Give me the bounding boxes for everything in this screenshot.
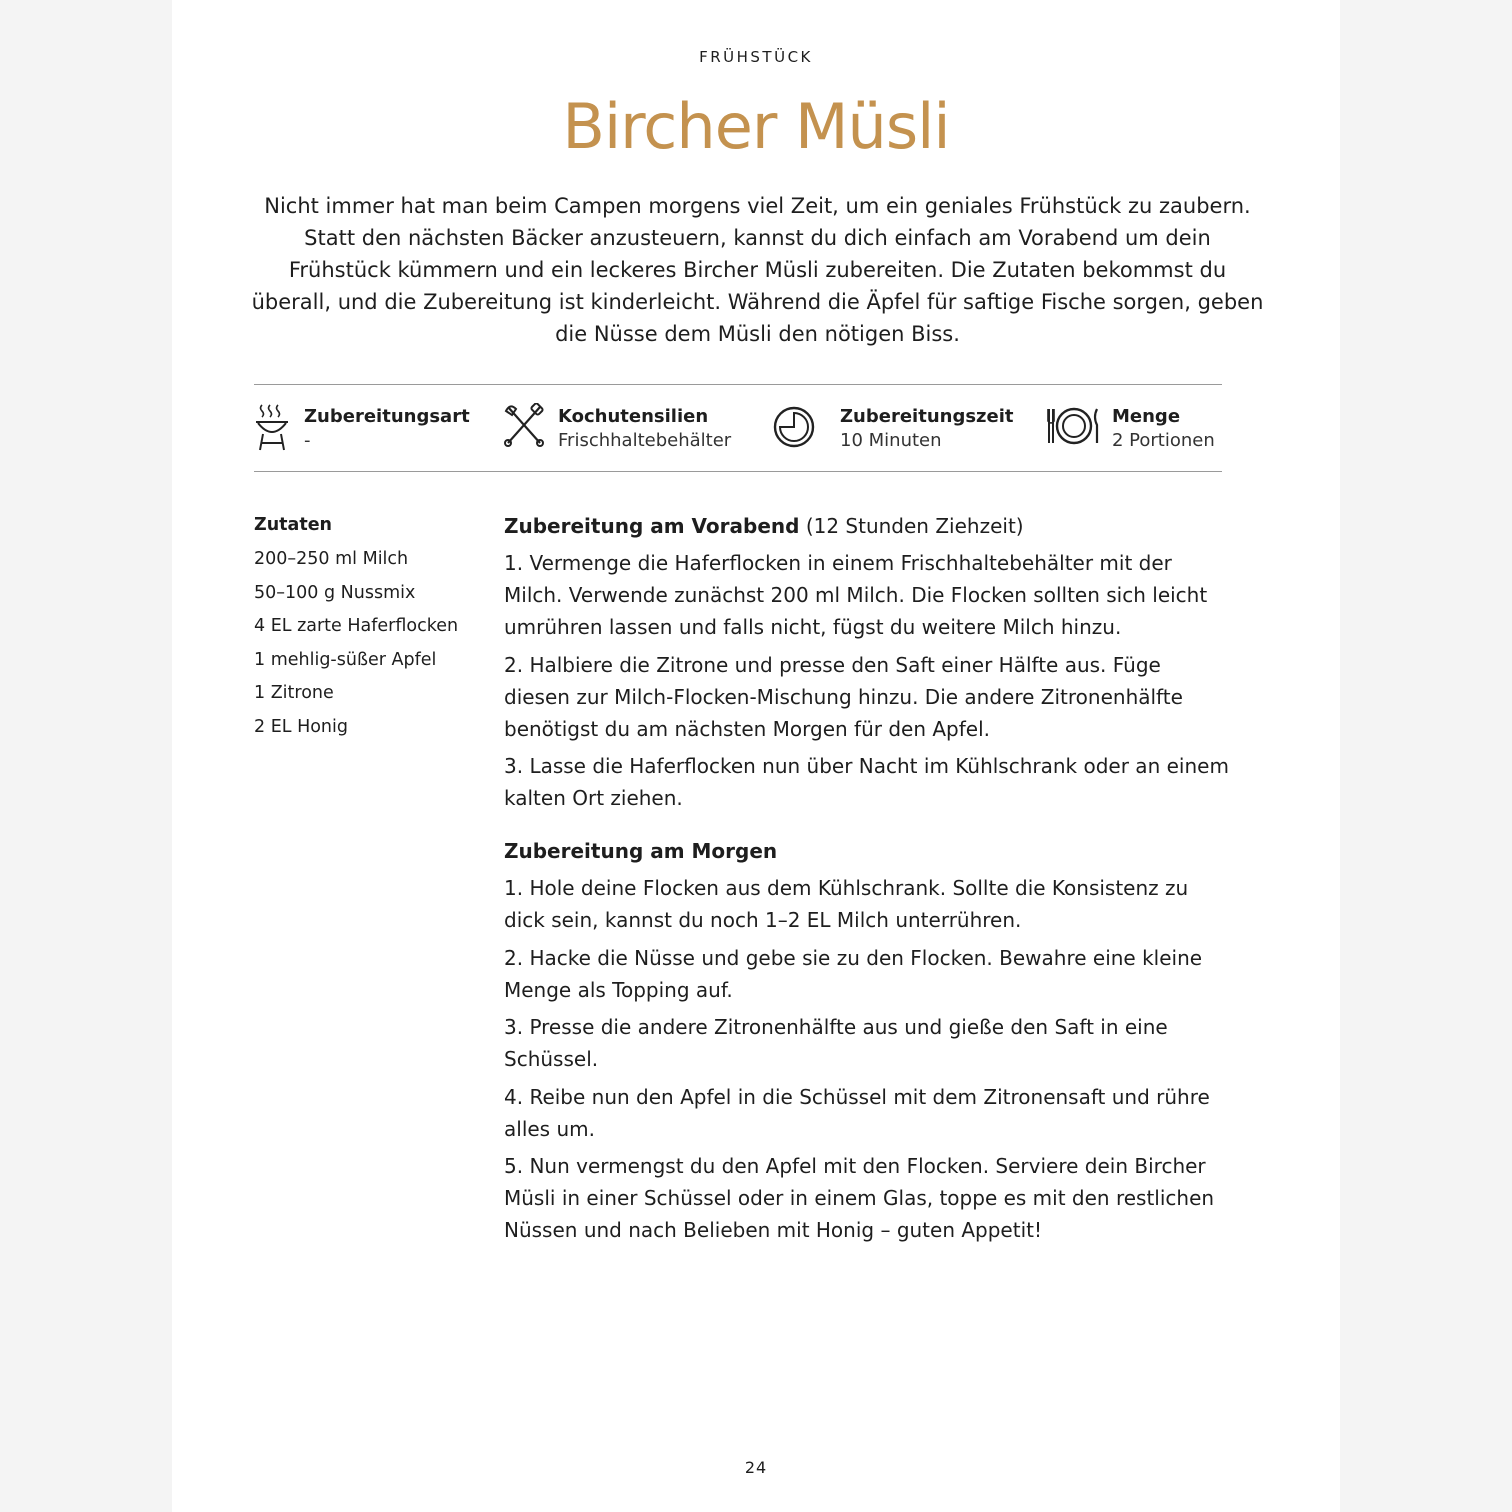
evening-heading-note: (12 Stunden Ziehzeit) [805, 514, 1024, 538]
ingredients-list [254, 546, 494, 740]
list-item: 1 mehlig-süßer Apfel [254, 649, 437, 670]
morning-step: 3. Presse die andere Zitronenhälfte aus und gieße den Saft in eine Schüssel. [504, 1015, 1168, 1071]
list-item: 50–100 g Nussmix [254, 582, 416, 603]
ingredients-section [254, 512, 494, 748]
recipe-intro: Nicht immer hat man beim Campen morgens viel Zeit, um ein geniales Frühstück zu zaubern. Statt den nächsten Bäcker anzusteuern, kannst du dich einfach am Vorabend um dein Frühstück kümmern und ein leckeres Bircher Müsli zubereiten. Die Zutaten bekommst du überall, und die Zubereitung ist kinderleicht. Während die Äpfel für saftige Fische sorgen, geben die Nüsse dem Müsli den nötigen Biss. [251, 194, 1264, 346]
recipe-info-bar [254, 384, 1222, 472]
info-servings [1046, 403, 1222, 455]
morning-step: 2. Hacke die Nüsse und gebe sie zu den Flocken. Bewahre eine kleine Menge als Topping auf. [504, 945, 1203, 1002]
grill-icon [254, 403, 290, 453]
info-preparation-type [254, 403, 484, 455]
info-label: Zubereitungszeit [840, 406, 1014, 427]
info-value: Frischhaltebehälter [558, 430, 732, 451]
list-item: 200–250 ml Milch [254, 549, 409, 569]
ingredients-heading: Zutaten [254, 515, 333, 535]
morning-heading [504, 836, 1232, 866]
info-value: 2 Portionen [1112, 430, 1215, 451]
info-preparation-time [772, 403, 1022, 455]
plate-icon [1046, 403, 1102, 449]
info-label: Kochutensilien [558, 406, 709, 427]
recipe-title: Bircher Müsli [562, 90, 950, 163]
info-value: - [304, 430, 311, 451]
page-number: 24 [744, 1458, 768, 1477]
preparation-section [504, 511, 1232, 1252]
list-item: 1 Zitrone [254, 683, 334, 704]
info-label: Menge [1112, 406, 1181, 427]
evening-step: 3. Lasse die Haferflocken nun über Nacht im Kühlschrank oder an einem kalten Ort ziehen. [504, 754, 1229, 810]
info-utensils [502, 403, 762, 455]
section-kicker: FRÜHSTÜCK [699, 48, 813, 66]
recipe-page [172, 0, 1340, 1512]
info-value: 10 Minuten [840, 430, 942, 451]
list-item: 4 EL zarte Haferflocken [254, 616, 459, 637]
info-label: Zubereitungsart [304, 406, 470, 427]
morning-step: 1. Hole deine Flocken aus dem Kühlschrank. Sollte die Konsistenz zu dick sein, kannst du noch 1–2 EL Milch unterrühren. [504, 876, 1189, 932]
evening-heading-title: Zubereitung am Vorabend [504, 514, 800, 538]
morning-heading-title: Zubereitung am Morgen [504, 839, 778, 863]
utensils-icon [502, 403, 546, 449]
morning-step: 5. Nun vermengst du den Apfel mit den Flocken. Serviere dein Bircher Müsli in einer Schüssel oder in einem Glas, toppe es mit den restlichen Nüssen und nach Belieben mit Honig – guten Appetit! [504, 1154, 1215, 1242]
evening-step: 2. Halbiere die Zitrone und presse den Saft einer Hälfte aus. Füge diesen zur Milch-Flocken-Mischung hinzu. Die andere Zitronenhälfte benötigst du am nächsten Morgen für den Apfel. [504, 652, 1183, 741]
evening-step: 1. Vermenge die Haferflocken in einem Frischhaltebehälter mit der Milch. Verwende zunächst 200 ml Milch. Die Flocken sollten sich leicht umrühren lassen und falls nicht, fügst du weitere Milch hinzu. [504, 551, 1208, 639]
list-item: 2 EL Honig [254, 716, 348, 737]
timer-icon [772, 403, 816, 449]
morning-step: 4. Reibe nun den Apfel in die Schüssel mit dem Zitronensaft und rühre alles um. [504, 1084, 1210, 1141]
evening-heading [504, 511, 1232, 541]
